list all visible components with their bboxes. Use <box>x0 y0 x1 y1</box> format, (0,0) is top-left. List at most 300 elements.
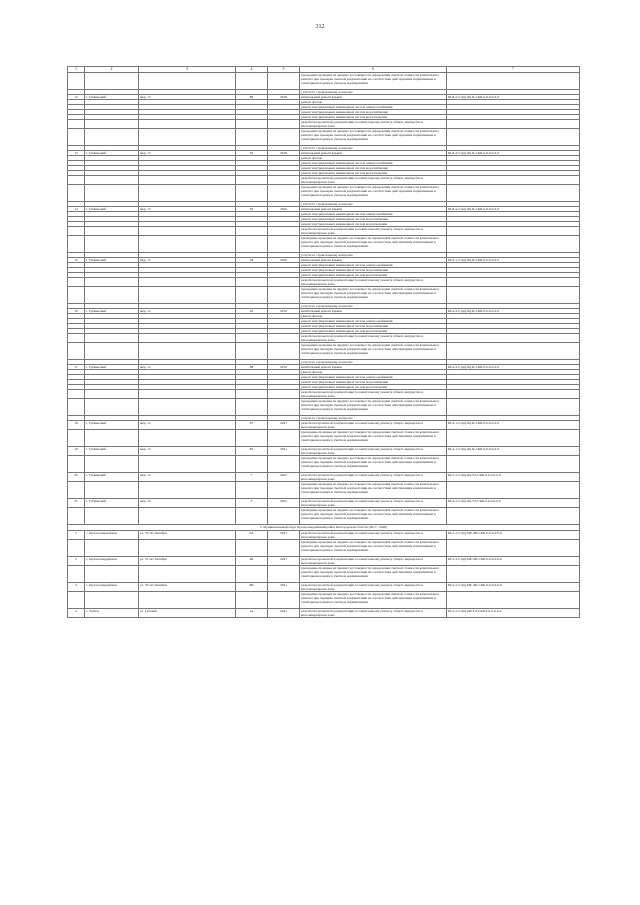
house-number <box>236 540 268 557</box>
repair-year: 2019 <box>268 309 300 314</box>
street <box>139 592 236 609</box>
street: ул. Губкина <box>139 609 236 618</box>
work-type: проведение проверки на предмет достоверности определения сметной стоимости капитального ремонта при проверке сметной документации на соответствие действующим нормативным и санитарным нормам в сметном нормировании <box>300 343 447 360</box>
repair-year <box>268 430 300 447</box>
work-type: ремонт внутридомовых инженерных систем водоснабжения <box>300 324 447 329</box>
table-row <box>68 583 580 592</box>
repair-year: 2021 <box>268 531 300 540</box>
work-type: ремонт внутридомовых инженерных систем водоснабжения <box>300 166 447 171</box>
house-number: 7 <box>236 473 268 482</box>
repair-year: 2018 <box>268 151 300 156</box>
street: ул. 70 лет Октября <box>139 531 236 540</box>
table-row <box>68 473 580 482</box>
row-number <box>68 176 85 185</box>
repair-year: 2021 <box>268 557 300 566</box>
house-number <box>236 120 268 129</box>
settlement: с. Красногвардейское <box>85 557 139 566</box>
work-type: ремонт внутридомовых инженерных систем водоотведения <box>300 273 447 278</box>
work-type: ремонт внутридомовых инженерных систем водоснабжения <box>300 380 447 385</box>
column-header: 5 <box>268 67 300 73</box>
house-number: 88 <box>236 365 268 370</box>
repair-year <box>268 227 300 236</box>
settlement <box>85 73 139 90</box>
street: мкр. 16 <box>139 499 236 508</box>
row-number <box>68 540 85 557</box>
street: ул. 70 лет Октября <box>139 557 236 566</box>
work-type: услуги по строительному контролю <box>300 416 447 421</box>
object-code <box>447 343 580 360</box>
object-code <box>447 73 580 90</box>
row-number: 1 <box>68 531 85 540</box>
street <box>139 343 236 360</box>
work-type: проведение проверки на предмет достоверности определения сметной стоимости капитального ремонта при проверке сметной документации на соответствие действующим нормативным и санитарным нормам в сметном нормировании <box>300 185 447 202</box>
settlement <box>85 227 139 236</box>
object-code: Ш-4-5-Ст(н)-Ф(-ТЭ-СКБ-0-0-0-0-0-0 <box>447 499 580 508</box>
table-row <box>68 176 580 185</box>
row-number: 12 <box>68 95 85 100</box>
table-row <box>68 185 580 202</box>
section-title: 3. Муниципальный округ Красногвардейский район Белгородской области (2017 - 2020) <box>68 525 580 531</box>
table-row <box>68 236 580 253</box>
work-type: проведение проверки на предмет достоверности определения сметной стоимости капитального ремонта при проверке сметной документации на соответствие действующим нормативным и санитарным нормам в сметном нормировании <box>300 73 447 90</box>
work-type: ремонт внутридомовых инженерных систем водоотведения <box>300 329 447 334</box>
settlement <box>85 566 139 583</box>
house-number <box>236 390 268 399</box>
row-number <box>68 129 85 146</box>
repair-year: 2020 <box>268 207 300 212</box>
row-number <box>68 73 85 90</box>
repair-year <box>268 334 300 343</box>
house-number: 89 <box>236 95 268 100</box>
repair-year <box>268 390 300 399</box>
row-number: 4 <box>68 609 85 618</box>
repair-year: 2022 <box>268 499 300 508</box>
row-number <box>68 287 85 304</box>
object-code: Ш-2-2-Ст(н)-ПБ-ТЭ-СКБ-0-0-0-0-0-0 <box>447 609 580 618</box>
work-type: капитальный ремонт крыши <box>300 207 447 212</box>
house-number: 6А <box>236 531 268 540</box>
street <box>139 430 236 447</box>
row-number <box>68 566 85 583</box>
column-header: 6 <box>300 67 447 73</box>
settlement <box>85 129 139 146</box>
work-type: проведение проверки на предмет достоверности определения сметной стоимости капитального ремонта при проверке сметной документации на соответствие действующим нормативным и санитарным нормам в сметном нормировании <box>300 508 447 525</box>
street <box>139 456 236 473</box>
house-number: 92 <box>236 151 268 156</box>
repair-year <box>268 236 300 253</box>
settlement <box>85 390 139 399</box>
work-type: разработка проектной документации по капитальному ремонту общего имущества в многоквартирном доме <box>300 334 447 343</box>
column-header: 1 <box>68 67 85 73</box>
repair-year: 2022 <box>268 473 300 482</box>
work-type: ремонт внутридомовых инженерных систем водоснабжения <box>300 217 447 222</box>
table-row <box>68 499 580 508</box>
repair-year <box>268 176 300 185</box>
object-code <box>447 592 580 609</box>
repair-year <box>268 120 300 129</box>
work-type: ремонт внутридомовых инженерных систем электроснабжения <box>300 319 447 324</box>
repair-year <box>268 456 300 473</box>
settlement <box>85 334 139 343</box>
house-number: 6Б <box>236 557 268 566</box>
settlement <box>85 540 139 557</box>
house-number <box>236 129 268 146</box>
object-code: Ш-2-2-Ст(н)-ПБ-ЛП-СКБ-0-0-0-0-0-0 <box>447 531 580 540</box>
table-row <box>68 129 580 146</box>
street <box>139 540 236 557</box>
row-number <box>68 508 85 525</box>
row-number: 2 <box>68 557 85 566</box>
work-type: ремонт внутридомовых инженерных систем водоотведения <box>300 222 447 227</box>
object-code <box>447 456 580 473</box>
object-code: Ш-5-2-Ст(н)-Ф(-ТЭ-СКБ-0-0-0-0-0-0 <box>447 473 580 482</box>
work-type: ремонт фасада <box>300 314 447 319</box>
object-code: Ш-5-2-Ст(н)-ПБ-ЛП-СКБ-0-0-0-0-0-0 <box>447 583 580 592</box>
object-code: Ш-8-3-Ст(н)-Ф(-Ц-СКБ-0-0-0-0-0-0 <box>447 151 580 156</box>
object-code: Ш-4-1-Ст(н)-Ф(-Ц-СКБ-0-0-0-0-0-0 <box>447 447 580 456</box>
repair-year: 2020 <box>268 258 300 263</box>
work-type: услуги по строительному контролю <box>300 253 447 258</box>
house-number <box>236 227 268 236</box>
work-type: проведение проверки на предмет достоверности определения сметной стоимости капитального ремонта при проверке сметной документации на соответствие действующим нормативным и санитарным нормам в сметном нормировании <box>300 430 447 447</box>
house-number: 3 <box>236 499 268 508</box>
repair-year: 2019 <box>268 365 300 370</box>
row-number: 19 <box>68 447 85 456</box>
object-code <box>447 566 580 583</box>
row-number <box>68 227 85 236</box>
table-row <box>68 390 580 399</box>
street <box>139 120 236 129</box>
object-code: Ш-8-2-Ст(н)-Ф(-Ц-СКБ-0-0-0-0-0-0 <box>447 95 580 100</box>
table-row <box>68 566 580 583</box>
house-number <box>236 176 268 185</box>
street <box>139 185 236 202</box>
settlement: г. Губкинский <box>85 473 139 482</box>
house-number <box>236 508 268 525</box>
settlement: г. Губкинский <box>85 95 139 100</box>
work-type: ремонт внутридомовых инженерных систем электроснабжения <box>300 161 447 166</box>
street <box>139 508 236 525</box>
work-type: капитальный ремонт крыши <box>300 258 447 263</box>
work-type: ремонт внутридомовых инженерных систем водоотведения <box>300 385 447 390</box>
work-type: разработка проектной документации по капитальному ремонту общего имущества в многоквартирном доме <box>300 278 447 287</box>
house-number: 85 <box>236 447 268 456</box>
table-row <box>68 447 580 456</box>
column-header: 4 <box>236 67 268 73</box>
table-row <box>68 540 580 557</box>
street: мкр. 13 <box>139 151 236 156</box>
settlement <box>85 236 139 253</box>
work-type: ремонт внутридомовых инженерных систем электроснабжения <box>300 375 447 380</box>
work-type: ремонт внутридомовых инженерных систем водоотведения <box>300 115 447 120</box>
object-code <box>447 334 580 343</box>
table-row <box>68 73 580 90</box>
house-number <box>236 185 268 202</box>
work-type: капитальный ремонт крыши <box>300 365 447 370</box>
row-number: 13 <box>68 151 85 156</box>
repair-year <box>268 592 300 609</box>
table-row <box>68 592 580 609</box>
work-type: услуги по строительному контролю <box>300 90 447 95</box>
table-row <box>68 334 580 343</box>
settlement <box>85 508 139 525</box>
settlement <box>85 176 139 185</box>
row-number <box>68 456 85 473</box>
row-number: 15 <box>68 258 85 263</box>
settlement <box>85 185 139 202</box>
work-type: ремонт фасада <box>300 156 447 161</box>
work-type: разработка проектной документации по капитальному ремонту общего имущества в многоквартирном доме <box>300 499 447 508</box>
repair-year <box>268 343 300 360</box>
column-header: 7 <box>447 67 580 73</box>
repair-year <box>268 278 300 287</box>
work-type: проведение проверки на предмет достоверности определения сметной стоимости капитального ремонта при проверке сметной документации на соответствие действующим нормативным и санитарным нормам в сметном нормировании <box>300 287 447 304</box>
settlement: г. Губкинский <box>85 447 139 456</box>
repair-year <box>268 287 300 304</box>
street <box>139 278 236 287</box>
row-number: 17 <box>68 365 85 370</box>
street <box>139 482 236 499</box>
table-row <box>68 508 580 525</box>
repair-year <box>268 540 300 557</box>
work-type: разработка проектной документации по капитальному ремонту общего имущества в многоквартирном доме <box>300 227 447 236</box>
repair-year <box>268 399 300 416</box>
table-row <box>68 430 580 447</box>
table-row <box>68 227 580 236</box>
work-type: ремонт внутридомовых инженерных систем электроснабжения <box>300 212 447 217</box>
work-type: разработка проектной документации по капитальному ремонту общего имущества в многоквартирном доме <box>300 120 447 129</box>
work-type: проведение проверки на предмет достоверности определения сметной стоимости капитального ремонта при проверке сметной документации на соответствие действующим нормативным и санитарным нормам в сметном нормировании <box>300 566 447 583</box>
row-number: 20 <box>68 473 85 482</box>
house-number <box>236 566 268 583</box>
settlement: г. Губкинский <box>85 207 139 212</box>
work-type: проведение проверки на предмет достоверности определения сметной стоимости капитального ремонта при проверке сметной документации на соответствие действующим нормативным и санитарным нормам в сметном нормировании <box>300 540 447 557</box>
settlement <box>85 592 139 609</box>
table-row <box>68 287 580 304</box>
object-code: Ш-4-1-Ст(н)-Ф(-Ц-СКБ-0-0-0-0-0-0 <box>447 421 580 430</box>
work-type: проведение проверки на предмет достоверности определения сметной стоимости капитального ремонта при проверке сметной документации на соответствие действующим нормативным и санитарным нормам в сметном нормировании <box>300 456 447 473</box>
column-header: 2 <box>85 67 139 73</box>
row-number <box>68 343 85 360</box>
table-row <box>68 609 580 618</box>
work-type: услуги по строительному контролю <box>300 146 447 151</box>
object-code <box>447 390 580 399</box>
repair-year <box>268 185 300 202</box>
row-number: 14 <box>68 207 85 212</box>
street: мкр. 13 <box>139 447 236 456</box>
object-code <box>447 120 580 129</box>
house-number: 1А <box>236 609 268 618</box>
work-type: проведение проверки на предмет достоверности определения сметной стоимости капитального ремонта при проверке сметной документации на соответствие действующим нормативным и санитарным нормам в сметном нормировании <box>300 129 447 146</box>
table-row <box>68 399 580 416</box>
settlement: г. Губкинский <box>85 365 139 370</box>
work-type: разработка проектной документации по капитальному ремонту общего имущества в многоквартирном доме <box>300 609 447 618</box>
object-code <box>447 287 580 304</box>
object-code: Ш-3-3-Ст(н)-ПБ-ЛП-СКБ-0-0-0-0-0-0 <box>447 557 580 566</box>
street: мкр. 13 <box>139 365 236 370</box>
work-type: капитальный ремонт крыши <box>300 309 447 314</box>
repair-year <box>268 566 300 583</box>
repair-year: 2021 <box>268 447 300 456</box>
object-code: Ш-4-3-Ст(н)-Ф(-Ц-СКБ-0-0-0-0-0-0 <box>447 309 580 314</box>
row-number: 18 <box>68 421 85 430</box>
settlement: г. Губкинский <box>85 499 139 508</box>
street: мкр. 14 <box>139 473 236 482</box>
column-header: 3 <box>139 67 236 73</box>
work-type: разработка проектной документации по капитальному ремонту общего имущества в многоквартирном доме <box>300 531 447 540</box>
street <box>139 227 236 236</box>
row-number <box>68 185 85 202</box>
repair-year <box>268 73 300 90</box>
settlement: с. Красногвардейское <box>85 531 139 540</box>
settlement: с. Толпаз <box>85 609 139 618</box>
row-number <box>68 236 85 253</box>
work-type: разработка проектной документации по капитальному ремонту общего имущества в многоквартирном доме <box>300 447 447 456</box>
table-row <box>68 482 580 499</box>
work-type: разработка проектной документации по капитальному ремонту общего имущества в многоквартирном доме <box>300 390 447 399</box>
street: мкр. 13 <box>139 207 236 212</box>
settlement <box>85 456 139 473</box>
street <box>139 236 236 253</box>
object-code: Ш-8-4-Ст(н)-Ф(-Ц-СКБ-0-0-0-0-0-0 <box>447 207 580 212</box>
settlement: г. Губкинский <box>85 421 139 430</box>
house-number <box>236 278 268 287</box>
object-code <box>447 278 580 287</box>
house-number <box>236 73 268 90</box>
work-type: разработка проектной документации по капитальному ремонту общего имущества в многоквартирном доме <box>300 557 447 566</box>
work-type: разработка проектной документации по капитальному ремонту общего имущества в многоквартирном доме <box>300 421 447 430</box>
work-type: разработка проектной документации по капитальному ремонту общего имущества в многоквартирном доме <box>300 176 447 185</box>
work-type: капитальный ремонт крыши <box>300 151 447 156</box>
settlement: г. Губкинский <box>85 151 139 156</box>
row-number: 16 <box>68 309 85 314</box>
capital-repair-table <box>67 66 580 618</box>
repair-year <box>268 508 300 525</box>
settlement <box>85 343 139 360</box>
row-number <box>68 120 85 129</box>
table-row <box>68 343 580 360</box>
table-row <box>68 531 580 540</box>
table-row <box>68 278 580 287</box>
street <box>139 566 236 583</box>
house-number: 95 <box>236 309 268 314</box>
street <box>139 334 236 343</box>
object-code <box>447 227 580 236</box>
repair-year <box>268 129 300 146</box>
row-number <box>68 399 85 416</box>
work-type: ремонт внутридомовых инженерных систем водоотведения <box>300 171 447 176</box>
street <box>139 399 236 416</box>
work-type: проведение проверки на предмет достоверности определения сметной стоимости капитального ремонта при проверке сметной документации на соответствие действующим нормативным и санитарным нормам в сметном нормировании <box>300 482 447 499</box>
street: ул. 70 лет Октября <box>139 583 236 592</box>
work-type: ремонт внутридомовых инженерных систем электроснабжения <box>300 263 447 268</box>
object-code <box>447 540 580 557</box>
work-type: разработка проектной документации по капитальному ремонту общего имущества в многоквартирном доме <box>300 473 447 482</box>
work-type: услуги по строительному контролю <box>300 304 447 309</box>
house-number <box>236 456 268 473</box>
house-number: 87 <box>236 421 268 430</box>
settlement <box>85 287 139 304</box>
table-row <box>68 120 580 129</box>
work-type: проведение проверки на предмет достоверности определения сметной стоимости капитального ремонта при проверке сметной документации на соответствие действующим нормативным и санитарным нормам в сметном нормировании <box>300 592 447 609</box>
row-number <box>68 278 85 287</box>
work-type: ремонт фасада <box>300 100 447 105</box>
work-type: услуги по строительному контролю <box>300 360 447 365</box>
street <box>139 176 236 185</box>
object-code: Ш-4-3-Ст(н)-Ф(-Ц-СКБ-0-0-0-0-0-0 <box>447 365 580 370</box>
house-number <box>236 287 268 304</box>
settlement: г. Губкинский <box>85 309 139 314</box>
work-type: проведение проверки на предмет достоверности определения сметной стоимости капитального ремонта при проверке сметной документации на соответствие действующим нормативным и санитарным нормам в сметном нормировании <box>300 399 447 416</box>
work-type: ремонт внутридомовых инженерных систем водоснабжения <box>300 268 447 273</box>
settlement: г. Губкинский <box>85 258 139 263</box>
repair-year: 2021 <box>268 583 300 592</box>
repair-year: 2018 <box>268 95 300 100</box>
street: мкр. 13 <box>139 95 236 100</box>
settlement <box>85 482 139 499</box>
house-number <box>236 430 268 447</box>
house-number: 94 <box>236 258 268 263</box>
object-code <box>447 129 580 146</box>
row-number <box>68 482 85 499</box>
house-number <box>236 236 268 253</box>
object-code <box>447 508 580 525</box>
street: мкр. 13 <box>139 309 236 314</box>
street <box>139 129 236 146</box>
street: мкр. 13 <box>139 258 236 263</box>
row-number <box>68 334 85 343</box>
work-type: услуги по строительному контролю <box>300 202 447 207</box>
object-code <box>447 399 580 416</box>
settlement: с. Красногвардейское <box>85 583 139 592</box>
table-row <box>68 557 580 566</box>
street <box>139 73 236 90</box>
house-number <box>236 343 268 360</box>
table-row <box>68 421 580 430</box>
work-type: ремонт внутридомовых инженерных систем водоснабжения <box>300 110 447 115</box>
row-number: 3 <box>68 583 85 592</box>
page-number: 312 <box>315 24 325 30</box>
row-number <box>68 430 85 447</box>
repair-year <box>268 482 300 499</box>
house-number: 6В <box>236 583 268 592</box>
house-number <box>236 482 268 499</box>
house-number: 93 <box>236 207 268 212</box>
work-type: капитальный ремонт крыши <box>300 95 447 100</box>
work-type: проведение проверки на предмет достоверности определения сметной стоимости капитального ремонта при проверке сметной документации на соответствие действующим нормативным и санитарным нормам в сметном нормировании <box>300 236 447 253</box>
settlement <box>85 278 139 287</box>
work-type: ремонт фасада <box>300 370 447 375</box>
house-number <box>236 399 268 416</box>
row-number <box>68 390 85 399</box>
house-number <box>236 334 268 343</box>
work-type: разработка проектной документации по капитальному ремонту общего имущества в многоквартирном доме <box>300 583 447 592</box>
street <box>139 390 236 399</box>
settlement <box>85 399 139 416</box>
work-type: ремонт внутридомовых инженерных систем электроснабжения <box>300 105 447 110</box>
object-code <box>447 430 580 447</box>
settlement <box>85 120 139 129</box>
object-code <box>447 482 580 499</box>
object-code <box>447 236 580 253</box>
street <box>139 287 236 304</box>
object-code: Ш-4-1-Ст(н)-Ф(-Ц-СКБ-0-0-0-0-0-0 <box>447 258 580 263</box>
house-number <box>236 592 268 609</box>
repair-year: 2021 <box>268 609 300 618</box>
object-code <box>447 185 580 202</box>
row-number <box>68 592 85 609</box>
street: мкр. 13 <box>139 421 236 430</box>
